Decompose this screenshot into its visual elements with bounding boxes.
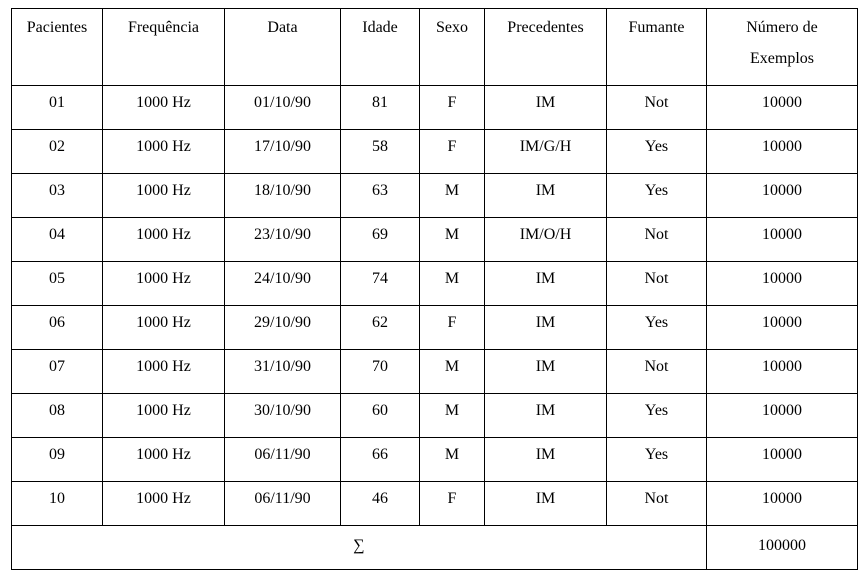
table-row [12, 438, 858, 482]
cell-idade: 60 [341, 394, 420, 438]
header-cell-fumante: Fumante [607, 9, 707, 86]
cell-paciente: 02 [12, 130, 103, 174]
patients-table [11, 8, 858, 570]
cell-data: 18/10/90 [225, 174, 341, 218]
cell-frequencia: 1000 Hz [103, 218, 225, 262]
cell-idade: 46 [341, 482, 420, 526]
cell-sexo: F [420, 306, 485, 350]
cell-precedentes: IM [485, 86, 607, 130]
cell-paciente: 08 [12, 394, 103, 438]
header-cell-data: Data [225, 9, 341, 86]
cell-idade: 81 [341, 86, 420, 130]
cell-fumante: Not [607, 482, 707, 526]
table-row [12, 350, 858, 394]
cell-exemplos: 10000 [707, 262, 858, 306]
cell-frequencia: 1000 Hz [103, 394, 225, 438]
cell-precedentes: IM/O/H [485, 218, 607, 262]
cell-fumante: Yes [607, 306, 707, 350]
cell-data: 17/10/90 [225, 130, 341, 174]
header-cell-numero-de-exemplos [707, 9, 858, 86]
cell-frequencia: 1000 Hz [103, 482, 225, 526]
cell-data: 06/11/90 [225, 438, 341, 482]
cell-sexo: M [420, 394, 485, 438]
cell-sexo: F [420, 482, 485, 526]
cell-frequencia: 1000 Hz [103, 306, 225, 350]
table-row [12, 174, 858, 218]
cell-idade: 62 [341, 306, 420, 350]
cell-exemplos: 10000 [707, 350, 858, 394]
cell-precedentes: IM [485, 262, 607, 306]
cell-data: 30/10/90 [225, 394, 341, 438]
cell-frequencia: 1000 Hz [103, 350, 225, 394]
cell-precedentes: IM [485, 350, 607, 394]
cell-frequencia: 1000 Hz [103, 86, 225, 130]
cell-paciente: 04 [12, 218, 103, 262]
cell-paciente: 07 [12, 350, 103, 394]
cell-paciente: 09 [12, 438, 103, 482]
cell-exemplos: 10000 [707, 482, 858, 526]
cell-sexo: M [420, 350, 485, 394]
cell-fumante: Not [607, 350, 707, 394]
header-row [12, 9, 858, 86]
cell-data: 29/10/90 [225, 306, 341, 350]
cell-data: 01/10/90 [225, 86, 341, 130]
cell-idade: 66 [341, 438, 420, 482]
table-row [12, 86, 858, 130]
header-numero-line2: Exemplos [750, 50, 814, 67]
cell-data: 23/10/90 [225, 218, 341, 262]
cell-fumante: Yes [607, 130, 707, 174]
header-cell-pacientes: Pacientes [12, 9, 103, 86]
cell-paciente: 03 [12, 174, 103, 218]
cell-idade: 74 [341, 262, 420, 306]
cell-sexo: M [420, 262, 485, 306]
cell-frequencia: 1000 Hz [103, 438, 225, 482]
cell-sexo: M [420, 174, 485, 218]
cell-sexo: F [420, 130, 485, 174]
cell-idade: 69 [341, 218, 420, 262]
table-row [12, 262, 858, 306]
cell-paciente: 06 [12, 306, 103, 350]
header-cell-precedentes: Precedentes [485, 9, 607, 86]
cell-exemplos: 10000 [707, 218, 858, 262]
cell-fumante: Not [607, 86, 707, 130]
cell-fumante: Yes [607, 394, 707, 438]
cell-exemplos: 10000 [707, 174, 858, 218]
header-cell-sexo: Sexo [420, 9, 485, 86]
cell-exemplos: 10000 [707, 130, 858, 174]
cell-precedentes: IM [485, 394, 607, 438]
cell-precedentes: IM/G/H [485, 130, 607, 174]
cell-fumante: Not [607, 218, 707, 262]
cell-exemplos: 10000 [707, 394, 858, 438]
cell-frequencia: 1000 Hz [103, 130, 225, 174]
cell-sexo: M [420, 218, 485, 262]
table-row [12, 130, 858, 174]
sum-symbol: ∑ [12, 526, 707, 570]
header-cell-idade: Idade [341, 9, 420, 86]
cell-fumante: Yes [607, 438, 707, 482]
table-row [12, 218, 858, 262]
cell-exemplos: 10000 [707, 438, 858, 482]
cell-fumante: Yes [607, 174, 707, 218]
header-numero-line1: Número de [746, 19, 818, 36]
cell-frequencia: 1000 Hz [103, 174, 225, 218]
cell-precedentes: IM [485, 174, 607, 218]
cell-idade: 63 [341, 174, 420, 218]
total-value: 100000 [707, 526, 858, 570]
cell-precedentes: IM [485, 306, 607, 350]
cell-data: 31/10/90 [225, 350, 341, 394]
cell-sexo: M [420, 438, 485, 482]
table-row [12, 306, 858, 350]
cell-exemplos: 10000 [707, 86, 858, 130]
cell-idade: 70 [341, 350, 420, 394]
total-row [12, 526, 858, 570]
cell-data: 06/11/90 [225, 482, 341, 526]
cell-paciente: 10 [12, 482, 103, 526]
table-body [12, 86, 858, 526]
cell-idade: 58 [341, 130, 420, 174]
table-row [12, 394, 858, 438]
cell-precedentes: IM [485, 438, 607, 482]
cell-sexo: F [420, 86, 485, 130]
cell-data: 24/10/90 [225, 262, 341, 306]
cell-paciente: 01 [12, 86, 103, 130]
cell-precedentes: IM [485, 482, 607, 526]
header-cell-frequencia: Frequência [103, 9, 225, 86]
cell-fumante: Not [607, 262, 707, 306]
table-row [12, 482, 858, 526]
cell-exemplos: 10000 [707, 306, 858, 350]
cell-paciente: 05 [12, 262, 103, 306]
cell-frequencia: 1000 Hz [103, 262, 225, 306]
